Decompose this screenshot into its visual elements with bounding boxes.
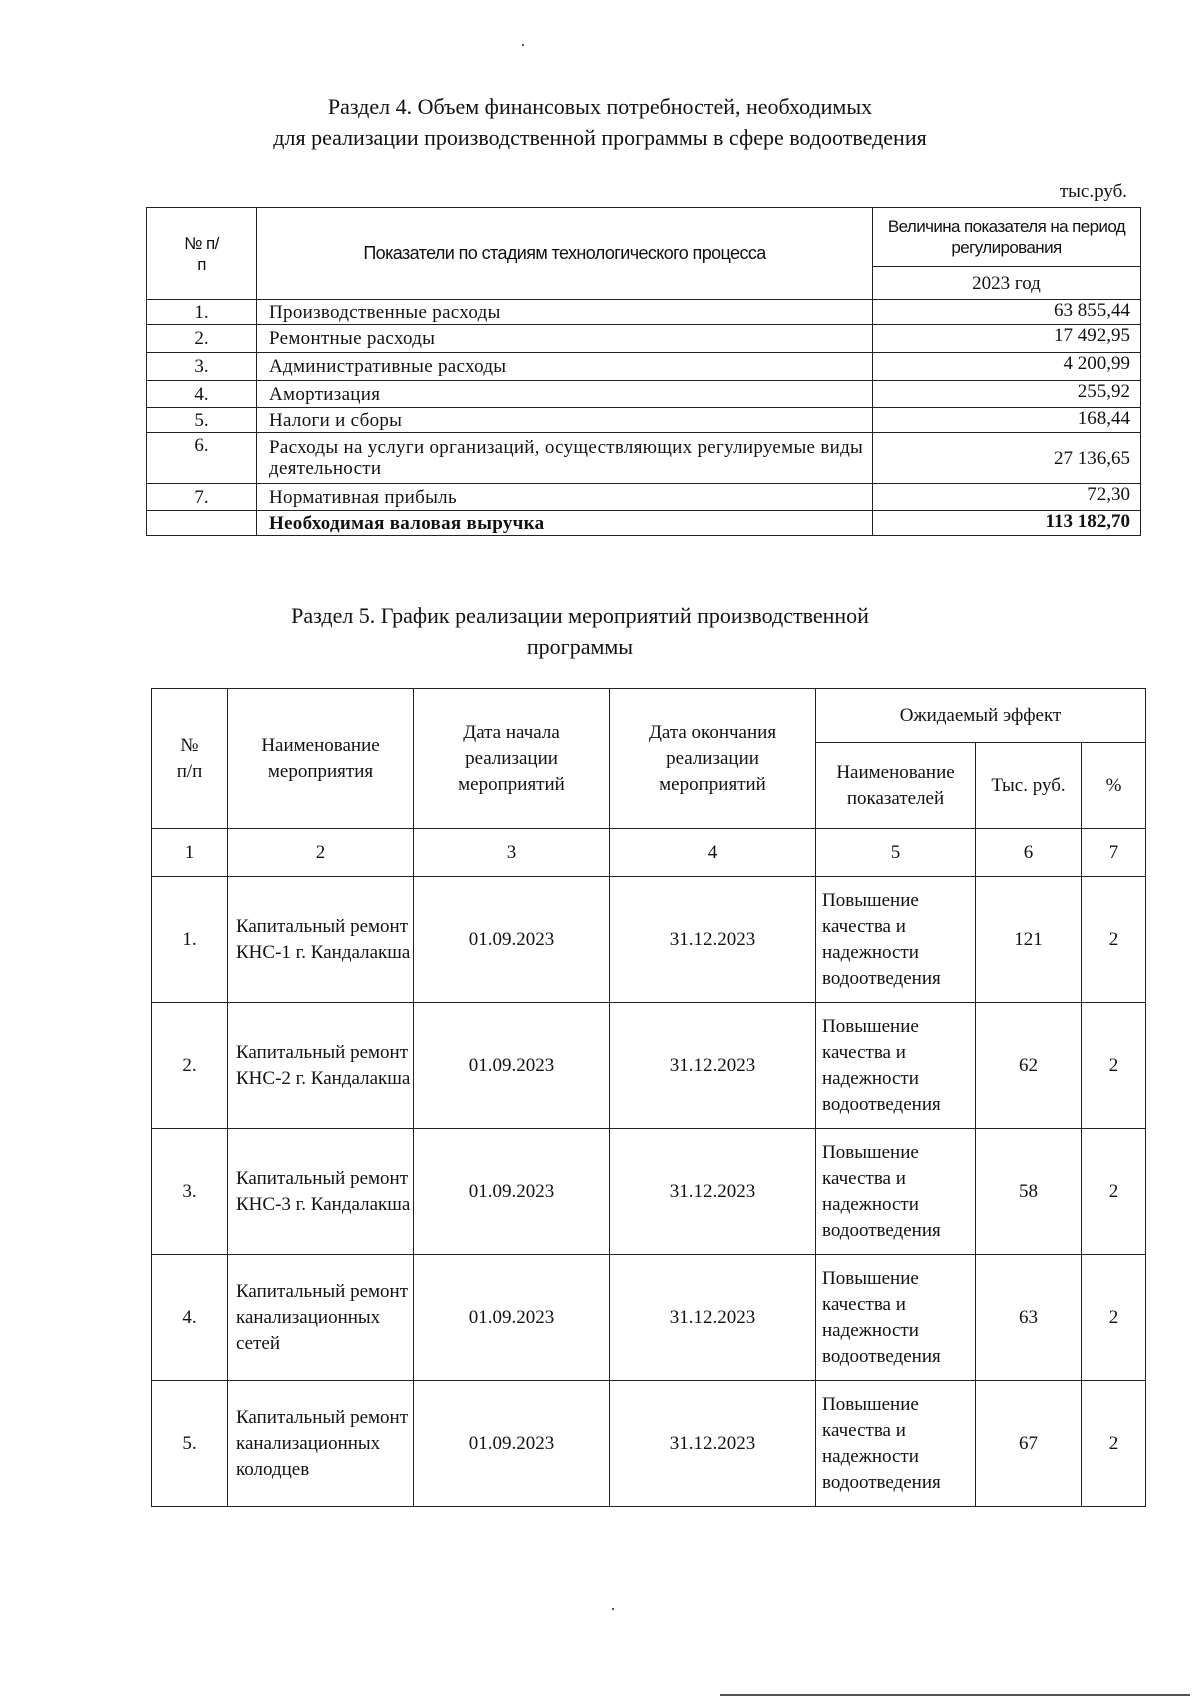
table-header-row — [147, 208, 1141, 267]
financial-needs-table — [146, 207, 1141, 536]
scan-edge-line — [720, 1694, 1190, 1696]
table-row: 2. Капитальный ремонт КНС-2 г. Кандалакша 01.09.2023 31.12.2023 Повышение качества и надежности водоотведения 62 2 — [152, 1003, 1146, 1129]
schedule-table — [151, 688, 1146, 1507]
header-effect: Ожидаемый эффект — [816, 689, 1146, 743]
header-start: Дата начала реализации мероприятий — [414, 689, 610, 829]
table-row: 4. Амортизация 255,92 — [147, 381, 1141, 408]
section4-title-line2: для реализации производственной программы в сфере водоотведения — [273, 125, 927, 150]
table-row: 2. Ремонтные расходы 17 492,95 — [147, 325, 1141, 353]
section5-title — [0, 600, 1180, 662]
header-name: Наименование мероприятия — [228, 689, 414, 829]
section4-title — [0, 91, 1200, 153]
table-row: 6. Расходы на услуги организаций, осуществляющих регулируемые виды деятельности 27 136,65 — [147, 433, 1141, 484]
header-indicator: Наименование показателей — [816, 743, 976, 829]
units-label: тыс.руб. — [1059, 181, 1127, 202]
scan-speck-top — [522, 44, 524, 46]
section5-title-line2: программы — [526, 634, 634, 659]
header-indicator: Показатели по стадиям технологического процесса — [257, 208, 873, 300]
total-label: Необходимая валовая выручка — [257, 511, 873, 536]
table-row: 1. Производственные расходы 63 855,44 — [147, 300, 1141, 325]
header-end: Дата окончания реализации мероприятий — [610, 689, 816, 829]
table-row: 4. Капитальный ремонт канализационных сетей 01.09.2023 31.12.2023 Повышение качества и надежности водоотведения 63 2 — [152, 1255, 1146, 1381]
total-row — [147, 511, 1141, 536]
header-num: № п/п — [152, 689, 228, 829]
table-row: 5. Налоги и сборы 168,44 — [147, 408, 1141, 433]
header-value: Величина показателя на период регулирования — [873, 208, 1141, 267]
table-row: 5. Капитальный ремонт канализационных колодцев 01.09.2023 31.12.2023 Повышение качества и надежности водоотведения 67 2 — [152, 1381, 1146, 1507]
scan-speck-bottom — [612, 1608, 614, 1610]
total-value: 113 182,70 — [873, 511, 1141, 536]
section4-title-line1: Раздел 4. Объем финансовых потребностей, необходимых — [327, 94, 873, 119]
header-pct: % — [1082, 743, 1146, 829]
header-thous: Тыс. руб. — [976, 743, 1082, 829]
header-year: 2023 год — [873, 267, 1141, 300]
table-row: 3. Капитальный ремонт КНС-3 г. Кандалакша 01.09.2023 31.12.2023 Повышение качества и надежности водоотведения 58 2 — [152, 1129, 1146, 1255]
section5-title-line1: Раздел 5. График реализации мероприятий производственной — [291, 603, 869, 628]
table-row: 7. Нормативная прибыль 72,30 — [147, 484, 1141, 511]
table-header-row — [152, 689, 1146, 743]
header-num: № п/п — [147, 208, 257, 300]
column-numbers-row: 1 2 3 4 5 6 7 — [152, 829, 1146, 877]
table-row: 3. Административные расходы 4 200,99 — [147, 353, 1141, 381]
table-row: 1. Капитальный ремонт КНС-1 г. Кандалакша 01.09.2023 31.12.2023 Повышение качества и надежности водоотведения 121 2 — [152, 877, 1146, 1003]
